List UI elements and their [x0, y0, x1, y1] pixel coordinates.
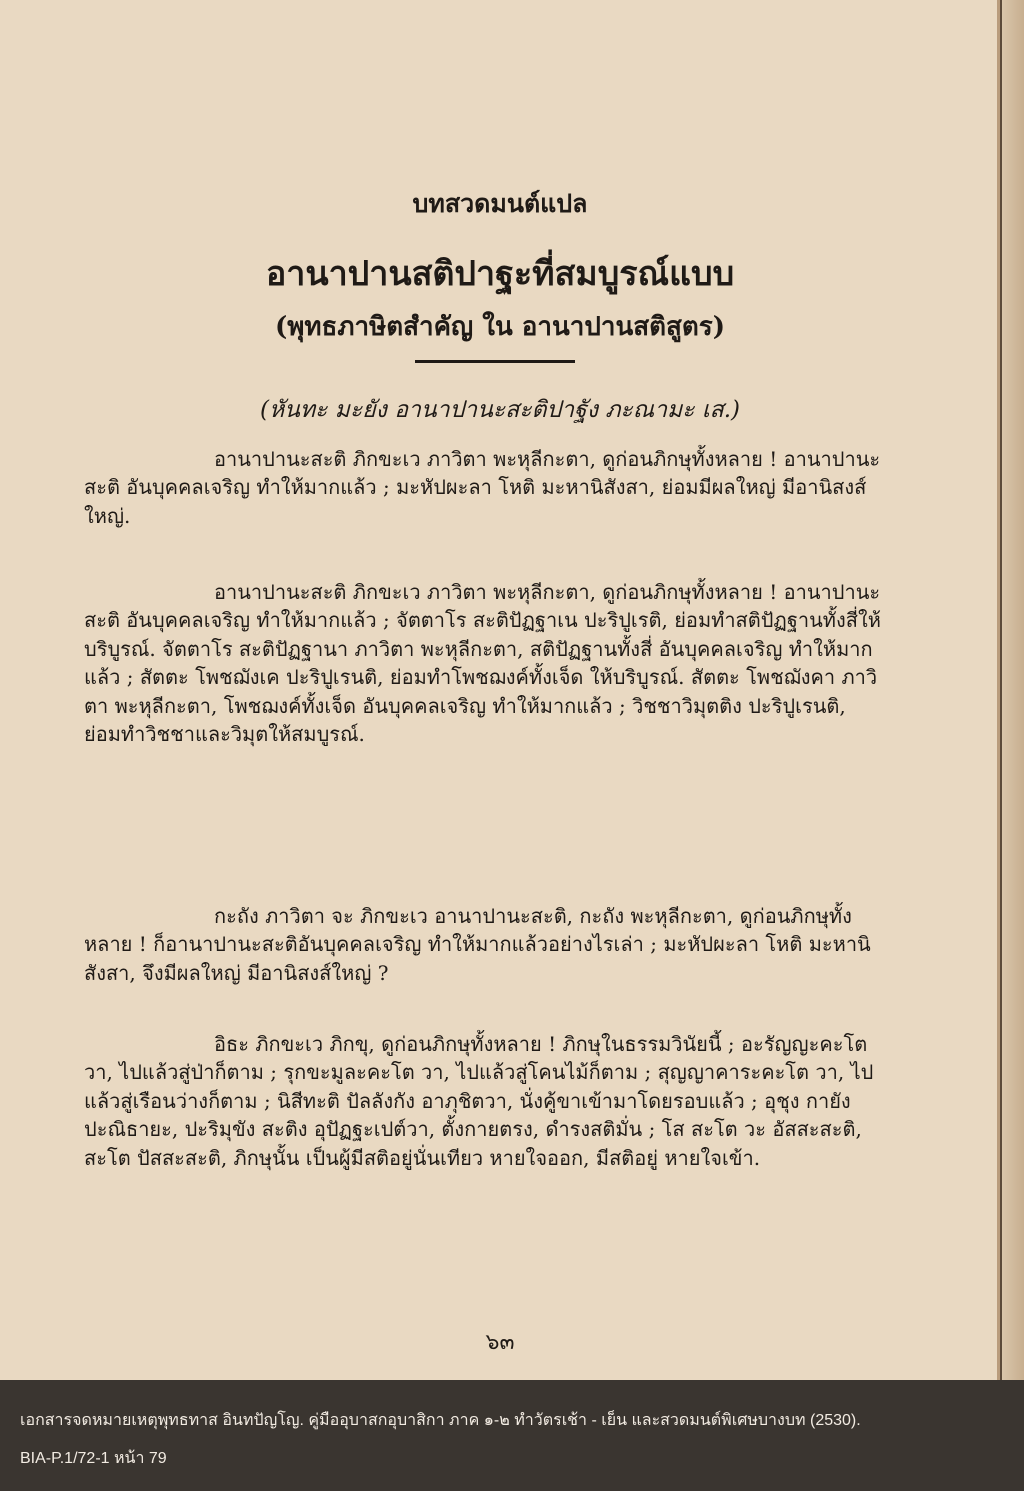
invocation-line: (หันทะ มะยัง อานาปานะสะติปาฐัง ภะณามะ เส.)	[259, 397, 741, 423]
paragraph-2: อานาปานะสะติ ภิกขะเว ภาวิตา พะหุลีกะตา, ดูก่อนภิกษุทั้งหลาย ! อานาปานะสะติ อันบุคคลเจริญ ทำให้มากแล้ว ; จัตตาโร สะติปัฏฐาเน ปะริปูเรติ, ย่อมทำสติปัฏฐานทั้งสี่ให้บริบูรณ์. จัตตาโร สะติปัฏฐานา ภาวิตา พะหุลีกะตา, สติปัฏฐานทั้งสี่ อันบุคคลเจริญ ทำให้มากแล้ว ; สัตตะ โพชฌังเค ปะริปูเรนติ, ย่อมทำโพชฌงค์ทั้งเจ็ด ให้บริบูรณ์. สัตตะ โพชฌังคา ภาวิตา พะหุลีกะตา, โพชฌงค์ทั้งเจ็ด อันบุคคลเจริญ ทำให้มากแล้ว ; วิชชาวิมุตติง ปะริปูเรนติ, ย่อมทำวิชชาและวิมุตให้สมบูรณ์.	[84, 580, 881, 746]
archive-caption	[0, 1380, 1024, 1491]
document-subtitle: (พุทธภาษิตสำคัญ ใน อานาปานสติสูตร)	[274, 312, 726, 342]
page-number: ๖๓	[485, 1330, 515, 1355]
document-title-main: อานาปานสติปาฐะที่สมบูรณ์แบบ	[265, 254, 735, 294]
title-divider	[415, 360, 575, 363]
paragraph-3: กะถัง ภาวิตา จะ ภิกขะเว อานาปานะสะติ, กะถัง พะหุลีกะตา, ดูก่อนภิกษุทั้งหลาย ! ก็อานาปานะสะติอันบุคคลเจริญ ทำให้มากแล้วอย่างไรเล่า ; มะหัปผะลา โหติ มะหานิสังสา, จึงมีผลใหญ่ มีอานิสงส์ใหญ่ ?	[84, 904, 871, 985]
page-edge-shadow	[1002, 0, 1024, 1380]
caption-reference: BIA-P.1/72-1 หน้า 79	[20, 1450, 167, 1467]
caption-main: เอกสารจดหมายเหตุพุทธทาส อินทปัญโญ. คู่มืออุบาสกอุบาสิกา ภาค ๑-๒ ทำวัตรเช้า - เย็น และสวดมนต์พิเศษบางบท (2530).	[20, 1412, 861, 1429]
document-title-small: บทสวดมนต์แปล	[412, 189, 588, 218]
paragraph-4: อิธะ ภิกขะเว ภิกขุ, ดูก่อนภิกษุทั้งหลาย ! ภิกษุในธรรมวินัยนี้ ; อะรัญญะคะโต วา, ไปแล้วสู่ป่าก็ตาม ; รุกขะมูละคะโต วา, ไปแล้วสู่โคนไม้ก็ตาม ; สุญญาคาระคะโต วา, ไปแล้วสู่เรือนว่างก็ตาม ; นิสีทะติ ปัลลังกัง อาภุชิตวา, นั่งคู้ขาเข้ามาโดยรอบแล้ว ; อุชุง กายัง ปะณิธายะ, ปะริมุขัง สะติง อุปัฏฐะเปต์วา, ตั้งกายตรง, ดำรงสติมั่น ; โส สะโต วะ อัสสะสะติ, สะโต ปัสสะสะติ, ภิกษุนั้น เป็นผู้มีสติอยู่นั่นเทียว หายใจออก, มีสติอยู่ หายใจเข้า.	[84, 1032, 874, 1170]
paragraph-1: อานาปานะสะติ ภิกขะเว ภาวิตา พะหุลีกะตา, ดูก่อนภิกษุทั้งหลาย ! อานาปานะสะติ อันบุคคลเจริญ ทำให้มากแล้ว ; มะหัปผะลา โหติ มะหานิสังสา, ย่อมมีผลใหญ่ มีอานิสงส์ใหญ่.	[84, 447, 881, 528]
